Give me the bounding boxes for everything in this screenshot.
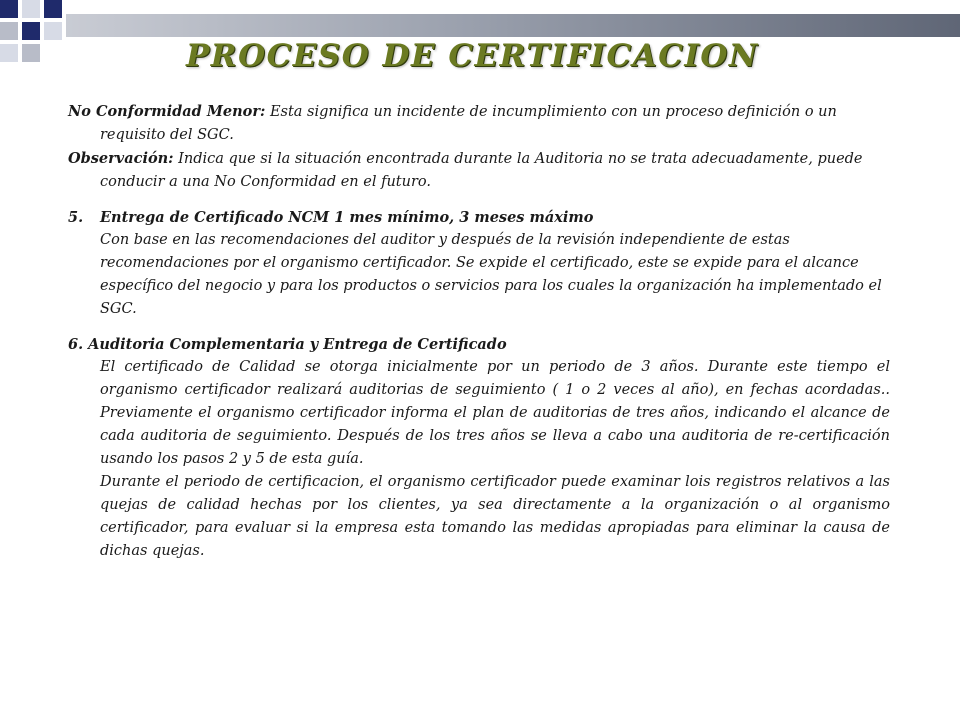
spacer [68, 194, 890, 206]
definition-text: Indica que si la situación encontrada durante la Auditoria no se trata adecuadamente, puede conducir a una No Conformidad en el futuro. [100, 151, 863, 190]
corner-square [22, 22, 40, 40]
step6-paragraph: Durante el periodo de certificacion, el organismo certificador puede examinar lois registros relativos a las quejas de calidad hechas por los clientes, ya sea directamente a la organización o al organismo certificador, para evaluar si la empresa esta tomando las medidas apropiadas para eliminar la causa de dichas quejas. [100, 474, 890, 559]
definition-term: Observación: [68, 150, 174, 167]
step6-paragraph: El certificado de Calidad se otorga inicialmente por un periodo de 3 años. Durante este tiempo el organismo certificador realizará auditorias de seguimiento ( 1 o 2 veces al año), en fechas acordadas.. Previamente el organismo certificador informa el plan de auditorias de tres años, indicando el alcance de cada auditoria de seguimiento. Después de los tres años se lleva a cabo una auditoria de re-certificación usando los pasos 2 y 5 de esta guía. [100, 359, 890, 467]
step5-heading [68, 206, 890, 229]
corner-square [0, 0, 18, 18]
corner-square [22, 0, 40, 18]
definition-observacion [68, 147, 890, 194]
corner-square [44, 0, 62, 18]
corner-square [0, 22, 18, 40]
spacer [68, 321, 890, 333]
step6-heading: 6. Auditoria Complementaria y Entrega de Certificado [68, 336, 507, 353]
definition-no-conformidad [68, 100, 890, 147]
step5-text: Con base en las recomendaciones del auditor y después de la revisión independiente de estas recomendaciones por el organismo certificador. Se expide el certificado, este se expide para el alcance específico del negocio y para los productos o servicios para los cuales la organización ha implementado el SGC. [100, 232, 882, 317]
corner-square [22, 44, 40, 62]
definition-term: No Conformidad Menor: [68, 103, 266, 120]
slide-body [68, 100, 890, 563]
corner-square [0, 44, 18, 62]
step5-heading-text: Entrega de Certificado NCM 1 mes mínimo, 3 meses máximo [100, 209, 594, 226]
step5-number: 5. [68, 209, 84, 226]
page-title: PROCESO DE CERTIFICACION [186, 38, 759, 74]
definition-text: Esta significa un incidente de incumplimiento con un proceso definición o un requisito del SGC. [100, 104, 837, 143]
header-gradient-bar [66, 14, 960, 37]
corner-square [44, 22, 62, 40]
